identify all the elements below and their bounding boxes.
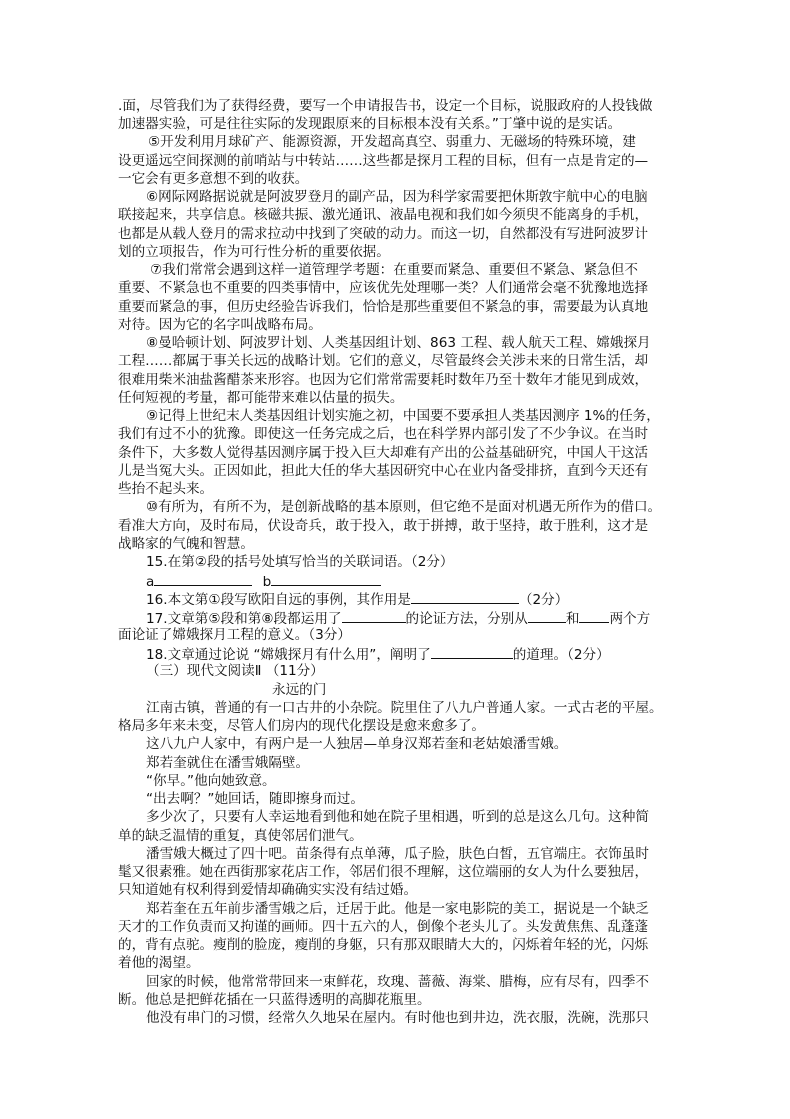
text-line: .面，尽管我们为了获得经费，要写一个申请报告书，设定一个目标，说服政府的人投钱做 xyxy=(118,98,653,114)
article-title: 永远的门 xyxy=(272,682,327,698)
question-16-blank[interactable] xyxy=(411,589,519,604)
text-line: 战略家的气魄和智慧。 xyxy=(118,536,254,552)
question-17-blank-2[interactable] xyxy=(528,608,566,623)
question-17-mid2: 和 xyxy=(565,611,580,627)
answer-a-blank[interactable] xyxy=(154,571,252,586)
question-18-blank[interactable] xyxy=(431,644,513,659)
answer-b-label: b xyxy=(262,574,272,590)
text-line: 郑若奎在五年前步潘雪娥之后，迁居于此。他是一家电影院的美工，据说是一个缺乏 xyxy=(146,901,649,917)
text-line: 这八九户人家中，有两户是一人独居—单身汉郑若奎和老姑娘潘雪娥。 xyxy=(146,736,568,752)
question-17-blank-1[interactable] xyxy=(342,608,406,623)
text-line: 髦又很素雅。她在西街那家花店工作，邻居们很不理解，这位端丽的女人为什么要独居， xyxy=(118,864,649,880)
text-line: 重要而紧急的事，但历史经验告诉我们，恰恰是那些重要但不紧急的事，需要最为认真地 xyxy=(118,299,649,315)
text-line: 只知道她有权利得到爱情却确确实实没有结过婚。 xyxy=(118,882,418,898)
text-line: 断。他总是把鲜花插在一只蓝得透明的高脚花瓶里。 xyxy=(118,992,431,1008)
text-line: 我们有过不小的犹豫。即使这一任务完成之后，也在科学界内部引发了不少争议。在当时 xyxy=(118,426,649,442)
text-line: ⑦我们常常会遇到这样一道管理学考题：在重要而紧急、重要但不紧急、紧急但不 xyxy=(150,262,638,278)
text-line: ⑧曼哈顿计划、阿波罗计划、人类基因组计划、863 工程、载人航天工程、嫦娥探月 xyxy=(146,335,651,351)
question-17-mid1: 的论证方法，分别从 xyxy=(405,611,528,627)
section-heading: （三）现代文阅读Ⅱ （11分） xyxy=(146,663,324,679)
text-line: 很难用柴米油盐酱醋茶来形容。也因为它们常常需要耗时数年乃至十数年才能见到成效， xyxy=(118,372,649,388)
text-line: 重要、不紧急也不重要的四类事情中，应该优先处理哪一类？人们通常会毫不犹豫地选择 xyxy=(118,280,649,296)
text-line: 江南古镇，普通的有一口古井的小杂院。院里住了八九户普通人家。一式古老的平屋。 xyxy=(146,700,663,716)
text-line: 他没有串门的习惯，经常久久地呆在屋内。有时他也到井边，洗衣服，洗碗，洗那只 xyxy=(146,1010,649,1026)
text-line: “你早。”他向她致意。 xyxy=(146,773,276,789)
text-line: ⑤开发利用月球矿产、能源资源，开发超高真空、弱重力、无磁场的特殊环境，建 xyxy=(148,134,636,150)
text-line: 条件下，大多数人觉得基因测序属于投入巨大却难有产出的公益基础研究，中国人干这活 xyxy=(118,445,649,461)
text-line: 加速器实验，可是往往实际的发现跟原来的目标根本没有关系。”丁肇中说的是实话。 xyxy=(118,116,622,132)
question-16 xyxy=(146,589,568,608)
text-line: 潘雪娥大概过了四十吧。苗条得有点单薄，瓜子脸，肤色白皙，五官端庄。衣饰虽时 xyxy=(146,846,649,862)
text-line: 对待。因为它的名字叫战略布局。 xyxy=(118,317,322,333)
question-17-line2: 面论证了嫦娥探月工程的意义。（3分） xyxy=(118,627,351,643)
question-15-answers xyxy=(146,571,381,590)
text-line: 天才的工作负责而又拘谨的画师。四十五六的人，倒像个老头儿了。头发黄焦焦、乱蓬蓬 xyxy=(118,919,649,935)
text-line: 单的缺乏温情的重复，真使邻居们泄气。 xyxy=(118,828,363,844)
answer-a-label: a xyxy=(146,574,155,590)
text-line: ⑥网际网路据说就是阿波罗登月的副产品，因为科学家需要把休斯敦宇航中心的电脑 xyxy=(146,189,648,205)
question-17-text: 17.文章第⑤段和第⑧段都运用了 xyxy=(146,611,342,627)
question-16-text: 16.本文第①段写欧阳自远的事例，其作用是 xyxy=(146,592,411,608)
text-line: 联接起来，共享信息。核磁共振、激光通讯、液晶电视和我们如今须臾不能离身的手机， xyxy=(118,207,649,223)
text-line: 任何短视的考量，都可能带来难以估量的损失。 xyxy=(118,390,404,406)
text-line: 工程……都属于事关长远的战略计划。它们的意义，尽管最终会关涉未来的日常生活，却 xyxy=(118,353,649,369)
text-line: 也都是从载人登月的需求拉动中找到了突破的动力。而这一切，自然都没有写进阿波罗计 xyxy=(118,226,649,242)
text-line: 回家的时候，他常常带回来一束鲜花，玫瑰、蔷薇、海棠、腊梅，应有尽有，四季不 xyxy=(146,974,649,990)
question-18 xyxy=(146,644,610,663)
text-line: 划的立项报告，作为可行性分析的重要依据。 xyxy=(118,244,390,260)
text-line: ⑩有所为，有所不为，是创新战略的基本原则，但它绝不是面对机遇无所作为的借口。 xyxy=(146,499,662,515)
text-line: 儿是当冤大头。正因如此，担此大任的华大基因研究中心在业内备受排挤，直到今天还有 xyxy=(118,463,649,479)
text-line: 看准大方向，及时布局，伏设奇兵，敢于投入，敢于拼搏，敢于坚持，敢于胜利，这才是 xyxy=(118,518,649,534)
question-17 xyxy=(146,608,650,627)
question-17-blank-3[interactable] xyxy=(579,608,609,623)
question-18-text: 18.文章通过论说 “嫦娥探月有什么用”，阐明了 xyxy=(146,647,431,663)
text-line: 多少次了，只要有人幸运地看到他和她在院子里相遇，听到的总是这么几句。这种简 xyxy=(146,809,649,825)
answer-b-blank[interactable] xyxy=(271,571,381,586)
text-line: 的，背有点驼。瘦削的脸庞，瘦削的身躯，只有那双眼睛大大的，闪烁着年轻的光，闪烁 xyxy=(118,937,649,953)
question-16-score: （2分） xyxy=(518,592,569,608)
question-17-tail: 两个方 xyxy=(609,611,651,627)
text-line: 设更遥远空间探测的前哨站与中转站……这些都是探月工程的目标，但有一点是肯定的— xyxy=(118,153,649,169)
text-line: 一它会有更多意想不到的收获。 xyxy=(118,171,309,187)
text-line: “出去啊？”她回话，随即擦身而过。 xyxy=(146,791,364,807)
question-15: 15.在第②段的括号处填写恰当的关联词语。（2分） xyxy=(146,554,454,570)
text-line: ⑨记得上世纪末人类基因组计划实施之初，中国要不要承担人类基因测序 1%的任务， xyxy=(146,408,660,424)
text-line: 格局多年来未变，尽管人们房内的现代化摆设是愈来愈多了。 xyxy=(118,718,486,734)
text-line: 郑若奎就住在潘雪娥隔壁。 xyxy=(146,755,310,771)
text-line: 着他的渴望。 xyxy=(118,955,200,971)
question-18-score: 的道理。（2分） xyxy=(512,647,610,663)
text-line: 些抬不起头来。 xyxy=(118,481,214,497)
